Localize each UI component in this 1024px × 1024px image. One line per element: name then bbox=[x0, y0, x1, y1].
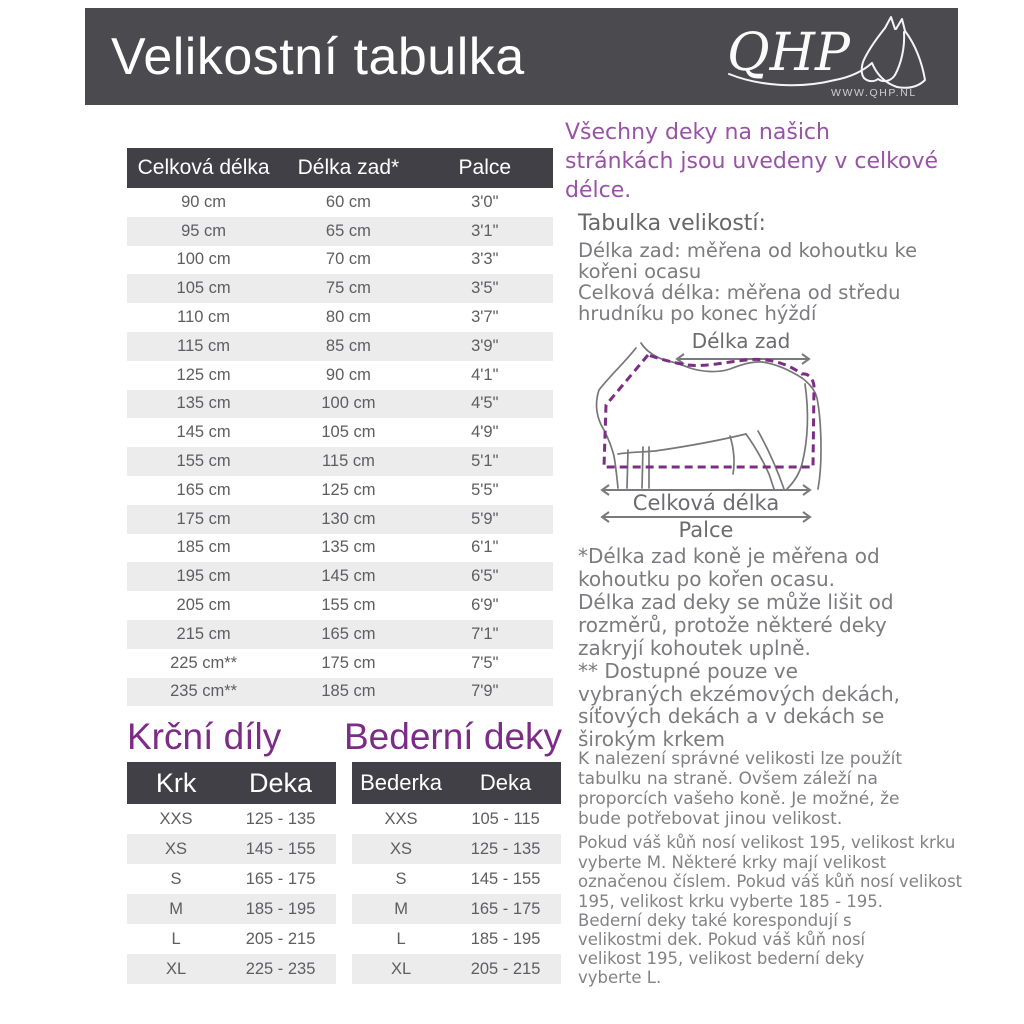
neck-pieces-title: Krční díly bbox=[127, 716, 282, 757]
text-line: tabulku na straně. Ovšem záleží na bbox=[578, 769, 878, 789]
table-cell: 7'1" bbox=[471, 624, 499, 643]
text-line: kohoutku po kořen ocasu. bbox=[578, 567, 835, 591]
table-cell: 125 cm bbox=[321, 480, 376, 499]
table-cell: M bbox=[394, 899, 408, 918]
find-size-note bbox=[578, 749, 902, 829]
text-line: hrudníku po konec hýždí bbox=[578, 302, 817, 325]
table-row bbox=[127, 620, 553, 649]
table-cell: 225 - 235 bbox=[245, 959, 316, 978]
column-header-loin: Bederka bbox=[352, 762, 450, 804]
text-line: Pokud váš kůň nosí velikost 195, velikost krku bbox=[578, 833, 956, 852]
text-line: vybraných ekzémových dekách, bbox=[578, 681, 901, 706]
loin-rugs-title: Bederní deky bbox=[344, 716, 563, 757]
diagram-label-total-length: Celková délka bbox=[632, 491, 780, 515]
table-cell: 105 - 115 bbox=[471, 809, 540, 828]
table-cell: 5'5" bbox=[471, 480, 499, 499]
intro-note bbox=[565, 118, 1023, 205]
table-cell: 145 cm bbox=[321, 567, 376, 586]
table-cell: 3'9" bbox=[471, 336, 499, 355]
table-cell: 130 cm bbox=[321, 509, 376, 528]
text-line: proporcích vašeho koně. Je možné, že bbox=[578, 789, 900, 809]
table-cell: 3'7" bbox=[471, 308, 499, 327]
table-row bbox=[127, 188, 553, 217]
table-row bbox=[127, 649, 553, 678]
table-cell: 115 cm bbox=[177, 336, 231, 355]
text-line: Celková délka: měřena od středu bbox=[578, 281, 901, 304]
table-cell: 205 cm bbox=[176, 596, 231, 615]
table-cell: 135 cm bbox=[176, 394, 231, 413]
loin-size-note bbox=[578, 911, 865, 987]
column-header-inches: Palce bbox=[417, 148, 553, 188]
table-row bbox=[127, 954, 336, 984]
back-length-note bbox=[578, 545, 894, 660]
table-cell: 7'9" bbox=[471, 682, 499, 701]
table-row bbox=[127, 361, 553, 390]
table-cell: 5'1" bbox=[471, 452, 499, 471]
main-size-table bbox=[127, 148, 553, 706]
table-cell: 4'9" bbox=[471, 423, 499, 442]
table-cell: 215 cm bbox=[176, 624, 231, 643]
qhp-logo-text: QHP bbox=[727, 22, 850, 83]
table-cell: 145 cm bbox=[176, 423, 231, 442]
table-cell: 4'5" bbox=[471, 394, 499, 413]
text-line: ** Dostupné pouze ve bbox=[578, 659, 798, 683]
loin-size-table bbox=[352, 762, 561, 984]
table-cell: 205 - 215 bbox=[245, 929, 316, 948]
table-row bbox=[352, 864, 561, 894]
table-cell: XL bbox=[165, 959, 187, 978]
table-cell: 7'5" bbox=[471, 653, 499, 672]
table-row bbox=[127, 447, 553, 476]
table-cell: 125 cm bbox=[176, 365, 231, 384]
table-cell: 125 - 135 bbox=[470, 839, 541, 858]
table-row bbox=[352, 804, 561, 834]
table-cell: 165 cm bbox=[321, 624, 376, 643]
table-row bbox=[352, 924, 561, 954]
text-line: *Délka zad koně je měřena od bbox=[578, 544, 880, 568]
table-cell: 145 - 155 bbox=[470, 869, 541, 888]
text-line: délce. bbox=[565, 178, 632, 203]
text-line: stránkách jsou uvedeny v celkové bbox=[565, 149, 939, 174]
neck-size-note bbox=[578, 833, 962, 911]
table-cell: 3'1" bbox=[471, 221, 499, 240]
table-cell: 115 cm bbox=[321, 452, 375, 471]
main-size-table-header bbox=[127, 148, 553, 188]
qhp-logo-url: WWW.QHP.NL bbox=[831, 86, 917, 99]
loin-size-table-header bbox=[352, 762, 561, 804]
table-cell: 90 cm bbox=[181, 192, 227, 211]
table-cell: 175 cm bbox=[176, 509, 231, 528]
table-cell: 65 cm bbox=[325, 221, 371, 240]
table-cell: 125 - 135 bbox=[245, 809, 316, 828]
column-header-rug: Deka bbox=[450, 762, 561, 804]
table-row bbox=[352, 894, 561, 924]
table-cell: 5'9" bbox=[471, 509, 499, 528]
text-line: zakryjí kohoutek uplně. bbox=[578, 636, 811, 660]
table-row bbox=[127, 864, 336, 894]
table-row bbox=[127, 894, 336, 924]
table-cell: XS bbox=[165, 839, 188, 858]
table-cell: 225 cm** bbox=[170, 653, 238, 672]
text-line: rozměrů, protože některé deky bbox=[578, 613, 887, 637]
text-line: kořeni ocasu bbox=[578, 260, 702, 283]
table-cell: 165 - 175 bbox=[470, 899, 541, 918]
table-cell: 3'0" bbox=[471, 192, 499, 211]
text-line: bude potřebovat jinou velikost. bbox=[578, 809, 843, 829]
availability-note bbox=[578, 660, 900, 750]
text-line: velikost 195, velikost bederní deky bbox=[578, 949, 865, 968]
table-cell: XXS bbox=[159, 809, 193, 828]
text-line: K nalezení správné velikosti lze použít bbox=[578, 749, 903, 769]
table-cell: 185 cm bbox=[321, 682, 376, 701]
column-header-back-length: Délka zad* bbox=[280, 148, 416, 188]
table-row bbox=[127, 217, 553, 246]
text-line: vyberte L. bbox=[578, 968, 662, 987]
qhp-logo bbox=[725, 12, 940, 102]
table-cell: 85 cm bbox=[325, 336, 371, 355]
table-cell: 100 cm bbox=[176, 250, 231, 269]
neck-size-table-header bbox=[127, 762, 336, 804]
table-row bbox=[127, 246, 553, 275]
table-cell: 165 cm bbox=[176, 480, 231, 499]
table-cell: L bbox=[396, 929, 406, 948]
table-cell: 3'5" bbox=[471, 279, 499, 298]
table-row bbox=[127, 924, 336, 954]
table-cell: 110 cm bbox=[177, 308, 231, 327]
table-cell: 75 cm bbox=[325, 279, 371, 298]
table-row bbox=[127, 390, 553, 419]
text-line: Délka zad: měřena od kohoutku ke bbox=[578, 239, 918, 262]
table-cell: 100 cm bbox=[321, 394, 376, 413]
table-cell: 135 cm bbox=[321, 538, 376, 557]
table-cell: 195 cm bbox=[176, 567, 231, 586]
table-row bbox=[127, 534, 553, 563]
text-line: Všechny deky na našich bbox=[565, 120, 830, 145]
diagram-label-inches: Palce bbox=[678, 518, 734, 542]
diagram-label-back-length: Délka zad bbox=[691, 329, 791, 353]
table-cell: 155 cm bbox=[321, 596, 376, 615]
table-cell: 105 cm bbox=[321, 423, 376, 442]
table-row bbox=[127, 274, 553, 303]
table-row bbox=[127, 332, 553, 361]
table-row bbox=[127, 678, 553, 707]
table-row bbox=[127, 591, 553, 620]
table-cell: 235 cm** bbox=[170, 682, 238, 701]
table-cell: 90 cm bbox=[325, 365, 371, 384]
text-line: širokým krkem bbox=[578, 726, 726, 751]
table-cell: 60 cm bbox=[325, 192, 371, 211]
table-row bbox=[127, 562, 553, 591]
table-cell: 80 cm bbox=[325, 308, 371, 327]
table-cell: 185 cm bbox=[176, 538, 231, 557]
table-cell: 6'5" bbox=[471, 567, 499, 586]
table-cell: S bbox=[170, 869, 182, 888]
horse-measurement-diagram bbox=[578, 328, 1024, 543]
table-cell: 185 - 195 bbox=[245, 899, 316, 918]
horse-outline bbox=[597, 343, 821, 489]
table-cell: L bbox=[171, 929, 181, 948]
text-line: Délka zad deky se může lišit od bbox=[578, 590, 894, 614]
table-cell: 165 - 175 bbox=[245, 869, 316, 888]
page-title: Velikostní tabulka bbox=[111, 27, 525, 86]
text-line: vyberte M. Některé krky mají velikost bbox=[578, 852, 887, 872]
table-cell: 70 cm bbox=[325, 250, 371, 269]
table-cell: XXS bbox=[384, 809, 418, 828]
table-row bbox=[127, 505, 553, 534]
table-cell: 6'9" bbox=[471, 596, 499, 615]
table-row bbox=[352, 954, 561, 984]
horse-head-icon bbox=[862, 17, 925, 88]
text-line: velikostmi dek. Pokud váš kůň nosí bbox=[578, 930, 866, 949]
table-cell: S bbox=[395, 869, 407, 888]
size-table-heading: Tabulka velikostí: bbox=[578, 211, 766, 236]
text-line: 195, velikost krku vyberte 185 - 195. bbox=[578, 891, 884, 911]
text-line: Bederní deky také korespondují s bbox=[578, 911, 852, 930]
column-header-neck: Krk bbox=[127, 762, 225, 804]
table-row bbox=[127, 303, 553, 332]
table-cell: XL bbox=[390, 959, 412, 978]
table-cell: 145 - 155 bbox=[245, 839, 316, 858]
qhp-logo-graphic bbox=[725, 12, 940, 102]
table-cell: 185 - 195 bbox=[470, 929, 541, 948]
table-cell: M bbox=[169, 899, 183, 918]
measurement-definitions bbox=[578, 240, 917, 324]
table-cell: 155 cm bbox=[176, 452, 231, 471]
table-row bbox=[127, 834, 336, 864]
table-cell: 6'1" bbox=[471, 538, 499, 557]
table-row bbox=[127, 476, 553, 505]
table-row bbox=[127, 418, 553, 447]
table-cell: 175 cm bbox=[321, 653, 376, 672]
header-banner bbox=[85, 8, 958, 105]
table-cell: 95 cm bbox=[181, 221, 227, 240]
text-line: síťových dekách a v dekách se bbox=[578, 704, 885, 728]
table-cell: 205 - 215 bbox=[470, 959, 541, 978]
table-cell: XS bbox=[390, 839, 413, 858]
neck-size-table bbox=[127, 762, 336, 984]
column-header-total-length: Celková délka bbox=[127, 148, 280, 188]
text-line: označenou číslem. Pokud váš kůň nosí velikost bbox=[578, 872, 963, 891]
table-cell: 105 cm bbox=[176, 279, 231, 298]
table-row bbox=[127, 804, 336, 834]
table-cell: 3'3" bbox=[471, 250, 499, 269]
column-header-rug: Deka bbox=[225, 762, 336, 804]
table-row bbox=[352, 834, 561, 864]
table-cell: 4'1" bbox=[471, 365, 499, 384]
